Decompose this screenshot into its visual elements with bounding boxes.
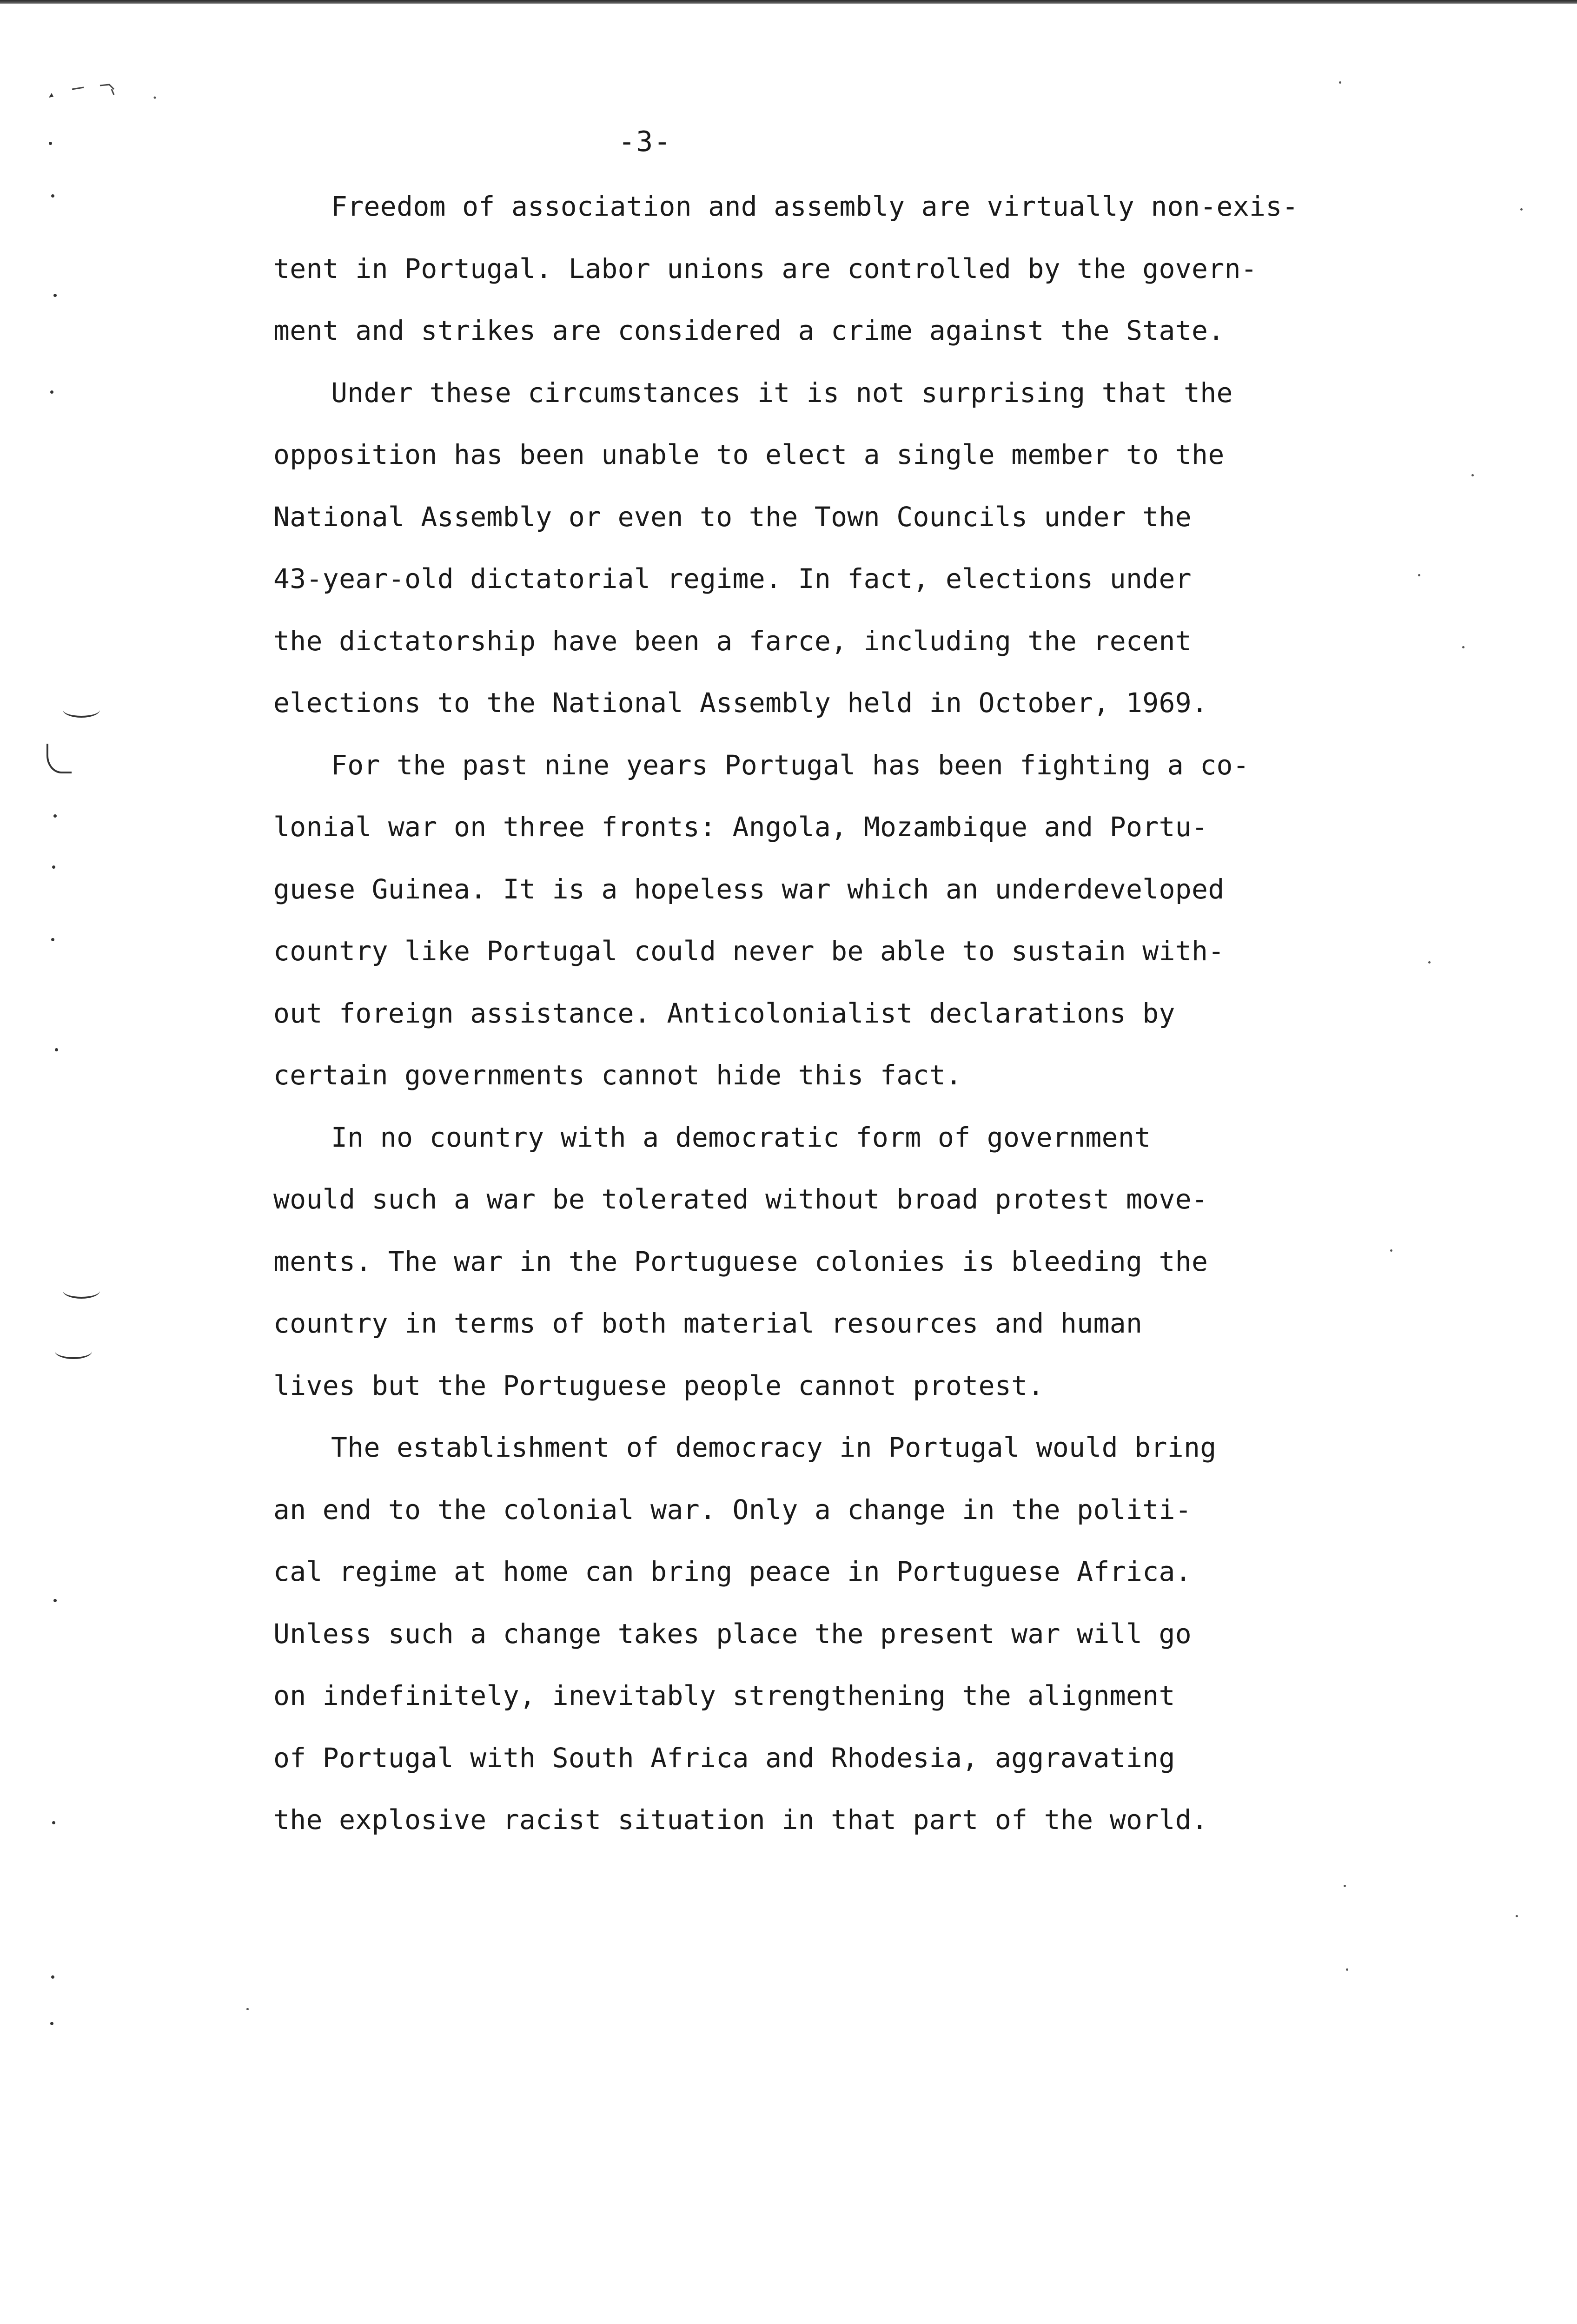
scan-speck: [51, 938, 54, 941]
text-line: The establishment of democracy in Portugal would bring: [331, 1432, 1217, 1463]
scan-speck: [1344, 1885, 1346, 1887]
text-line: certain governments cannot hide this fact.: [273, 1059, 962, 1091]
text-line: an end to the colonial war. Only a change in the politi-: [273, 1494, 1192, 1525]
text-line: guese Guinea. It is a hopeless war which an underdeveloped: [273, 873, 1225, 905]
text-line: In no country with a democratic form of government: [331, 1122, 1151, 1153]
scan-speck: [1516, 1915, 1518, 1917]
text-line: For the past nine years Portugal has been fighting a co-: [331, 749, 1250, 781]
text-line: 43-year-old dictatorial regime. In fact, elections under: [273, 563, 1192, 594]
text-line: the explosive racist situation in that part of the world.: [273, 1804, 1208, 1835]
scan-speck: [246, 2008, 249, 2010]
page-number: -3-: [618, 125, 672, 158]
scan-speck: [52, 1821, 55, 1824]
scan-speck: [53, 814, 57, 818]
text-line: Freedom of association and assembly are virtually non-exis-: [331, 191, 1299, 222]
text-line: out foreign assistance. Anticolonialist declarations by: [273, 997, 1175, 1029]
text-line: opposition has been unable to elect a single member to the: [273, 439, 1225, 470]
scan-speck: [50, 390, 53, 394]
text-line: National Assembly or even to the Town Councils under the: [273, 501, 1192, 533]
scan-marks: [44, 79, 174, 107]
text-line: elections to the National Assembly held in October, 1969.: [273, 687, 1208, 719]
scan-speck: [1390, 1249, 1392, 1252]
scan-speck: [53, 294, 57, 297]
scan-speck: [1346, 1968, 1348, 1971]
text-line: lonial war on three fronts: Angola, Mozambique and Portu-: [273, 811, 1208, 843]
text-line: country like Portugal could never be able to sustain with-: [273, 935, 1225, 967]
scan-mark: [46, 744, 72, 773]
scan-mark: [55, 1343, 92, 1359]
scan-speck: [1418, 574, 1420, 576]
text-line: ment and strikes are considered a crime against the State.: [273, 315, 1225, 346]
scan-mark: [63, 1283, 100, 1299]
scan-speck: [53, 1599, 57, 1602]
scan-speck: [55, 1048, 58, 1051]
text-line: on indefinitely, inevitably strengthening the alignment: [273, 1680, 1175, 1711]
scan-speck: [1462, 646, 1464, 648]
text-line: would such a war be tolerated without broad protest move-: [273, 1183, 1208, 1215]
text-line: ments. The war in the Portuguese colonies is bleeding the: [273, 1246, 1208, 1277]
scan-speck: [51, 1975, 54, 1979]
text-line: cal regime at home can bring peace in Portuguese Africa.: [273, 1556, 1192, 1587]
text-line: the dictatorship have been a farce, including the recent: [273, 625, 1192, 657]
scan-speck: [1428, 961, 1431, 964]
text-line: Under these circumstances it is not surprising that the: [331, 377, 1233, 409]
scan-speck: [1471, 474, 1474, 476]
text-line: Unless such a change takes place the present war will go: [273, 1618, 1192, 1650]
scan-speck: [1339, 81, 1341, 84]
text-line: country in terms of both material resources and human: [273, 1307, 1143, 1339]
scan-speck: [49, 142, 52, 145]
scan-mark: [63, 702, 100, 718]
scan-speck: [50, 2022, 53, 2025]
scan-speck: [52, 865, 55, 869]
page-top-edge: [0, 0, 1577, 4]
scan-speck: [1520, 208, 1523, 211]
text-line: lives but the Portuguese people cannot protest.: [273, 1370, 1044, 1401]
scan-speck: [51, 194, 54, 198]
text-line: of Portugal with South Africa and Rhodesia, aggravating: [273, 1742, 1175, 1774]
text-line: tent in Portugal. Labor unions are controlled by the govern-: [273, 253, 1258, 284]
